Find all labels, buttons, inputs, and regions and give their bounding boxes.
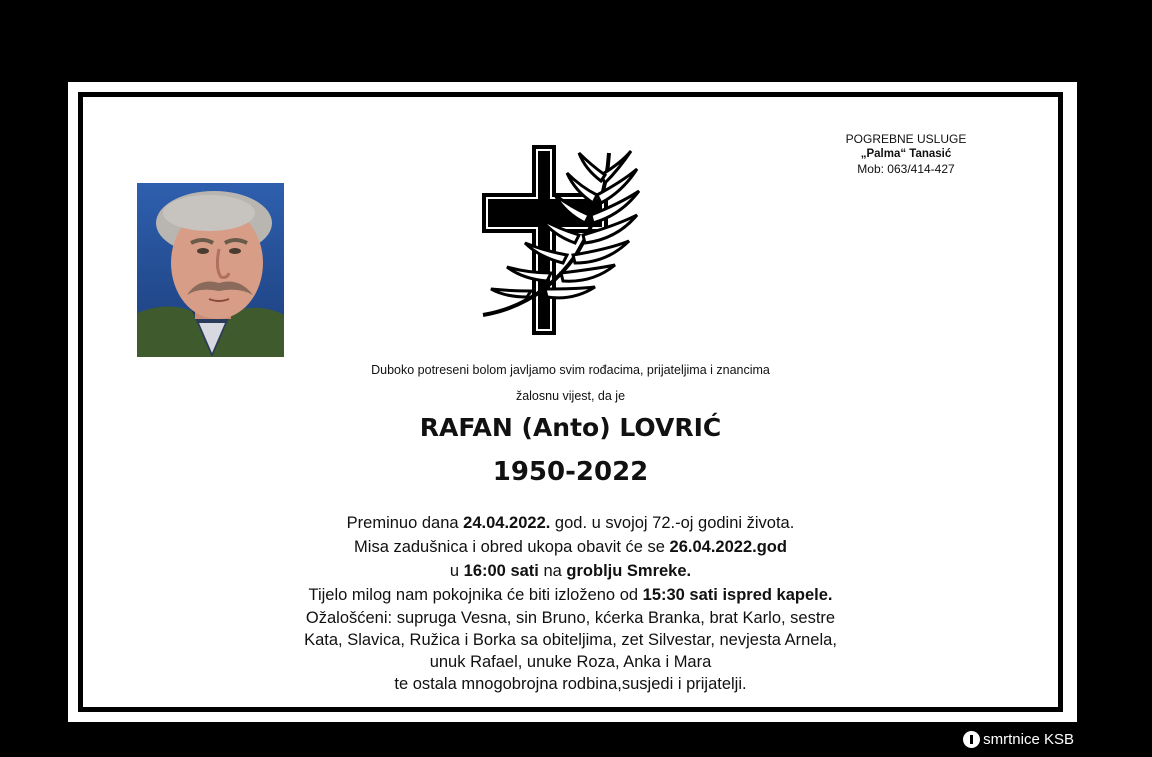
deceased-years: 1950-2022 bbox=[492, 457, 649, 487]
deceased-photo bbox=[137, 183, 284, 357]
candle-logo-icon bbox=[963, 731, 980, 748]
deceased-name: RAFAN (Anto) LOVRIĆ bbox=[419, 413, 722, 442]
viewing-line bbox=[83, 583, 1058, 607]
time-place-line bbox=[83, 559, 1058, 583]
text-fragment: Misa zadušnica i obred ukopa obavit će se bbox=[354, 538, 670, 556]
death-date: 24.04.2022. bbox=[463, 514, 551, 532]
cross-with-palm-icon bbox=[481, 145, 643, 337]
death-date-line bbox=[83, 511, 1058, 535]
funeral-service-title: POGREBNE USLUGE bbox=[845, 132, 967, 146]
text-fragment: na bbox=[538, 562, 567, 580]
brand-label: smrtnice KSB bbox=[983, 731, 1074, 748]
mourners-line-3: unuk Rafael, unuke Roza, Anka i Mara bbox=[429, 653, 712, 671]
text-fragment: Preminuo dana bbox=[346, 514, 464, 532]
text-fragment: god. u svojoj 72.-oj godini života. bbox=[550, 514, 795, 532]
brand-watermark bbox=[963, 731, 1074, 748]
mass-date: 26.04.2022.god bbox=[669, 538, 787, 556]
text-fragment: Tijelo milog nam pokojnika će biti izloženo od bbox=[308, 586, 643, 604]
mourners-line-1: Ožalošćeni: supruga Vesna, sin Bruno, kćerka Branka, brat Karlo, sestre bbox=[305, 609, 836, 627]
mass-line bbox=[83, 535, 1058, 559]
ceremony-time: 16:00 sati bbox=[463, 562, 539, 580]
intro-line-1: Duboko potreseni bolom javljamo svim rođacima, prijateljima i znancima bbox=[371, 363, 770, 377]
funeral-service-info bbox=[806, 132, 1006, 177]
viewing-time: 15:30 sati ispred kapele. bbox=[642, 586, 833, 604]
obituary-card bbox=[68, 82, 1077, 722]
mourners-line-2: Kata, Slavica, Ružica i Borka sa obiteljima, zet Silvestar, nevjesta Arnela, bbox=[304, 631, 837, 649]
funeral-service-phone: Mob: 063/414-427 bbox=[857, 162, 955, 176]
mourners-line-4: te ostala mnogobrojna rodbina,susjedi i prijatelji. bbox=[394, 675, 747, 693]
obituary-details bbox=[83, 511, 1058, 695]
intro-line-2: žalosnu vijest, da je bbox=[515, 389, 626, 403]
ceremony-place: groblju Smreke. bbox=[566, 562, 692, 580]
funeral-service-name: „Palma“ Tanasić bbox=[860, 148, 952, 160]
black-border-frame bbox=[78, 92, 1063, 712]
text-fragment: u bbox=[449, 562, 464, 580]
